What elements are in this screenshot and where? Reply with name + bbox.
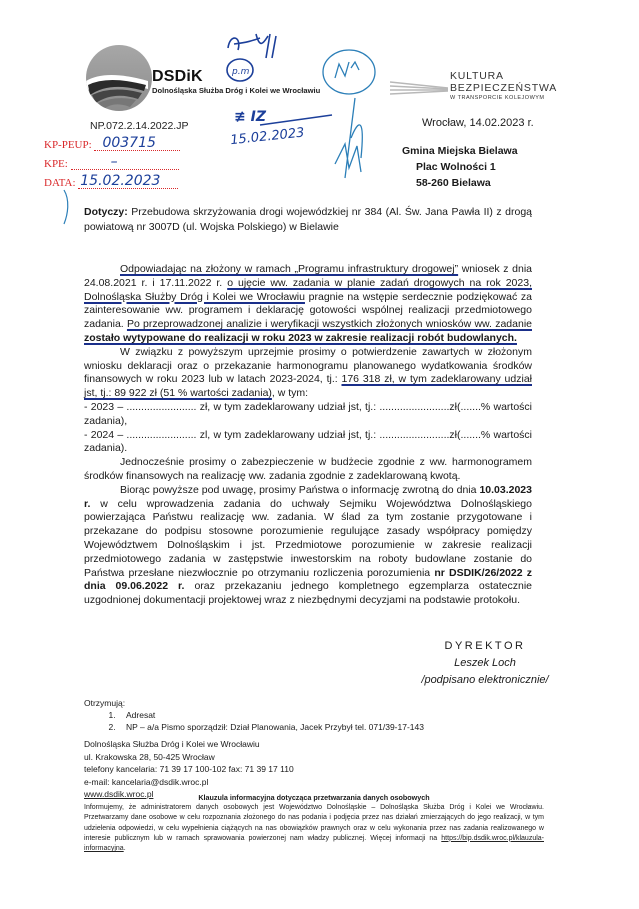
- paragraph-4: [84, 484, 532, 608]
- contact-website-link[interactable]: www.dsdik.wroc.pl: [84, 789, 154, 799]
- stamp-data-label: DATA:: [44, 177, 76, 189]
- contact-address: ul. Krakowska 28, 50-425 Wrocław: [84, 751, 215, 762]
- p4-body: w celu wprowadzenia zadania do uchwały Sejmiku Województwa Dolnośląskiego powierzająca Państwu realizację ww. zadania. W ślad za tym zostanie przygotowane i przekazane do podpisu stosowne porozumienie regulujące zasady współpracy pomiędzy Województwem Dolnośląskim i jst. Przedmiotowe porozumienie w zakresie realizacji przedmiotowego zadania w zastępstwie inwestorskim na roboty budowlane zostanie do Państwa przesłane niezwłocznie po otrzymaniu rozliczenia porozumienia: [84, 497, 532, 579]
- clause-heading: Klauzula informacyjna dotycząca przetwarzania danych osobowych: [198, 793, 430, 802]
- subject-label: Dotyczy:: [84, 206, 128, 218]
- logo-title: DSDiK: [152, 68, 203, 85]
- svg-text:≢ IZ: ≢ IZ: [234, 109, 266, 125]
- recipient-item: 2. NP – a/a Pismo sporządził: Dział Planowania, Jacek Przybył tel. 071/39-17-143: [118, 721, 424, 733]
- clause-text: Informujemy, że administratorem danych osobowych jest Województwo Dolnośląskie – Dolnośląska Służba Dróg i Kolei we Wrocławiu. Przetwarzamy dane osobowe w celu rozpoznania złożonego do nas podania i podjęcia przez nas działań zmierzających do jego realizacji, w tym udzielenia odpowiedzi, w celu wypełnienia ciążących na nas obowiązków prawnych oraz w celu wykonania przez nas zadania realizowanego w interesie publicznym lub w ramach sprawowania powierzonej nam władzy publicznej. Więcej informacji na: [84, 804, 544, 842]
- signature-title: DYREKTOR: [444, 640, 526, 652]
- kb-line3: W TRANSPORCIE KOLEJOWYM: [450, 95, 545, 101]
- p1-org: Dolnośląska Służby Dróg i Kolei we Wrocławiu: [84, 290, 305, 303]
- letter-subject: [84, 205, 532, 235]
- stamp-kpe: [44, 154, 179, 170]
- recipient-city: 58-260 Bielawa: [416, 177, 491, 189]
- p1-program: Odpowiadając na złożony w ramach „Programu infrastruktury drogowej”: [120, 263, 459, 275]
- paragraph-2: [84, 346, 532, 401]
- stamp-kp-peup-value: 003715: [102, 135, 156, 151]
- kb-line2: BEZPIECZEŃSTWA: [450, 82, 558, 94]
- p1-dates: wniosek z dnia 24.08.2021 r. i 17.11.2022 r.: [84, 263, 532, 289]
- clause-end: .: [123, 845, 126, 853]
- recipients-label: Otrzymują:: [84, 698, 126, 708]
- p2-request: W związku z powyższym uprzejmie prosimy o potwierdzenie zawartych w złożonym wniosku deklaracji oraz o przekazanie harmonogramu planowanego wydatkowania środków finansowych w roku 2023 lub w latach 2023-2024, tj.:: [84, 345, 532, 386]
- signature-block: [400, 638, 570, 689]
- railway-lines-icon: [390, 78, 448, 98]
- p1-request: o ujęcie ww. zadania w planie zadań drogowych na rok 2023,: [227, 276, 532, 289]
- contact-phones: telefony kancelaria: 71 39 17 100-102 fax: 71 39 17 110: [84, 764, 294, 774]
- stamp-kpe-value: –: [110, 154, 118, 170]
- kultura-bezpieczenstwa-logo: [450, 70, 557, 102]
- stamp-kpe-label: KPE:: [44, 158, 68, 170]
- signature-note: /podpisano elektronicznie/: [421, 674, 549, 686]
- kb-line1: KULTURA: [450, 70, 504, 82]
- paragraph-1: [84, 263, 532, 346]
- stamp-data-value: 15.02.2023: [80, 173, 161, 189]
- p4-intro: Biorąc powyższe pod uwagę, prosimy Państwa o informację zwrotną do dnia: [120, 483, 480, 496]
- svg-text:15.02.2023: 15.02.2023: [229, 125, 306, 149]
- line-2024: - 2024 – ........................ zl, w tym zadeklarowany udział jst, tj.: ........................zł(.......% wartości zadania).: [84, 428, 532, 455]
- handwritten-initials-icon: [220, 28, 290, 88]
- dsdik-logo-icon: [86, 45, 152, 111]
- letter-date: Wrocław, 14.02.2023 r.: [422, 117, 534, 129]
- stamp-kp-peup-label: KP-PEUP:: [44, 139, 92, 151]
- recipient-address: [402, 143, 518, 191]
- p2-amount: 176 318 zł, w tym zadeklarowany udział jst, tj.: 89 922 zł (51 % wartości zadania): [84, 373, 532, 400]
- p1-analysis: Po przeprowadzonej analizie i weryfikacji wszystkich złożonych wniosków ww. zadanie: [126, 318, 532, 331]
- subject-text: Przebudowa skrzyżowania drogi wojewódzkiej nr 384 (Al. Św. Jana Pawła II) z drogą powiatową nr 3007D (ul. Wojska Polskiego) w Bielawie: [84, 206, 532, 233]
- p4-end: oraz przekazaniu jednego kompletnego egzemplarza ostatecznie uzgodnionej dokumentacji projektowej wraz z niezbędnymi decyzjami na podstawie protokołu.: [84, 580, 532, 607]
- contact-email[interactable]: e-mail: kancelaria@dsdik.wroc.pl: [84, 776, 209, 787]
- p4-agreement: nr DSDIK/26/2022 z dnia 09.06.2022 r.: [84, 566, 532, 593]
- contact-block: [84, 738, 294, 801]
- recipient-item: 1. Adresat: [118, 709, 424, 721]
- contact-org: Dolnośląska Służba Dróg i Kolei we Wrocławiu: [84, 739, 260, 749]
- svg-text:p.m: p.m: [232, 67, 250, 77]
- recipient-name: Gmina Miejska Bielawa: [402, 145, 518, 157]
- recipients-list: [84, 697, 424, 733]
- handwritten-signature-icon: [315, 48, 385, 188]
- p4-deadline: 10.03.2023 r.: [84, 483, 532, 510]
- reference-number: NP.072.2.14.2022.JP: [90, 120, 189, 132]
- paragraph-3: Jednocześnie prosimy o zabezpieczenie w budżecie zgodnie z ww. harmonogramem środków finansowych na realizację ww. zadania zgodnie z zadeklarowaną kwotą.: [84, 456, 532, 482]
- privacy-clause: [84, 793, 544, 854]
- letter-body: [84, 263, 532, 608]
- stamp-data: [44, 173, 178, 189]
- p2-tail: , w tym:: [271, 387, 309, 400]
- p1-selected: zostało wytypowane do realizacji w roku 2023 w zakresie realizacji robót budowlanych.: [84, 331, 517, 344]
- recipient-street: Plac Wolności 1: [416, 161, 496, 173]
- signature-name: Leszek Loch: [454, 657, 516, 669]
- line-2023: - 2023 – ........................ zł, w tym zadeklarowany udział jst, tj.: ........................zł(.......% wartości zadania),: [84, 400, 532, 427]
- logo-subtitle: Dolnośląska Służba Dróg i Kolei we Wrocławiu: [152, 86, 321, 95]
- clause-link[interactable]: https://bip.dsdik.wroc.pl/klauzula-informacyjna: [84, 834, 544, 853]
- p1-thanks: pragnie na wstępie serdecznie podziękować za zainteresowanie ww. programem i deklarację gotowości wspólnej realizacji przedmiotowego zadania.: [84, 290, 532, 331]
- stamp-kp-peup: [44, 135, 180, 151]
